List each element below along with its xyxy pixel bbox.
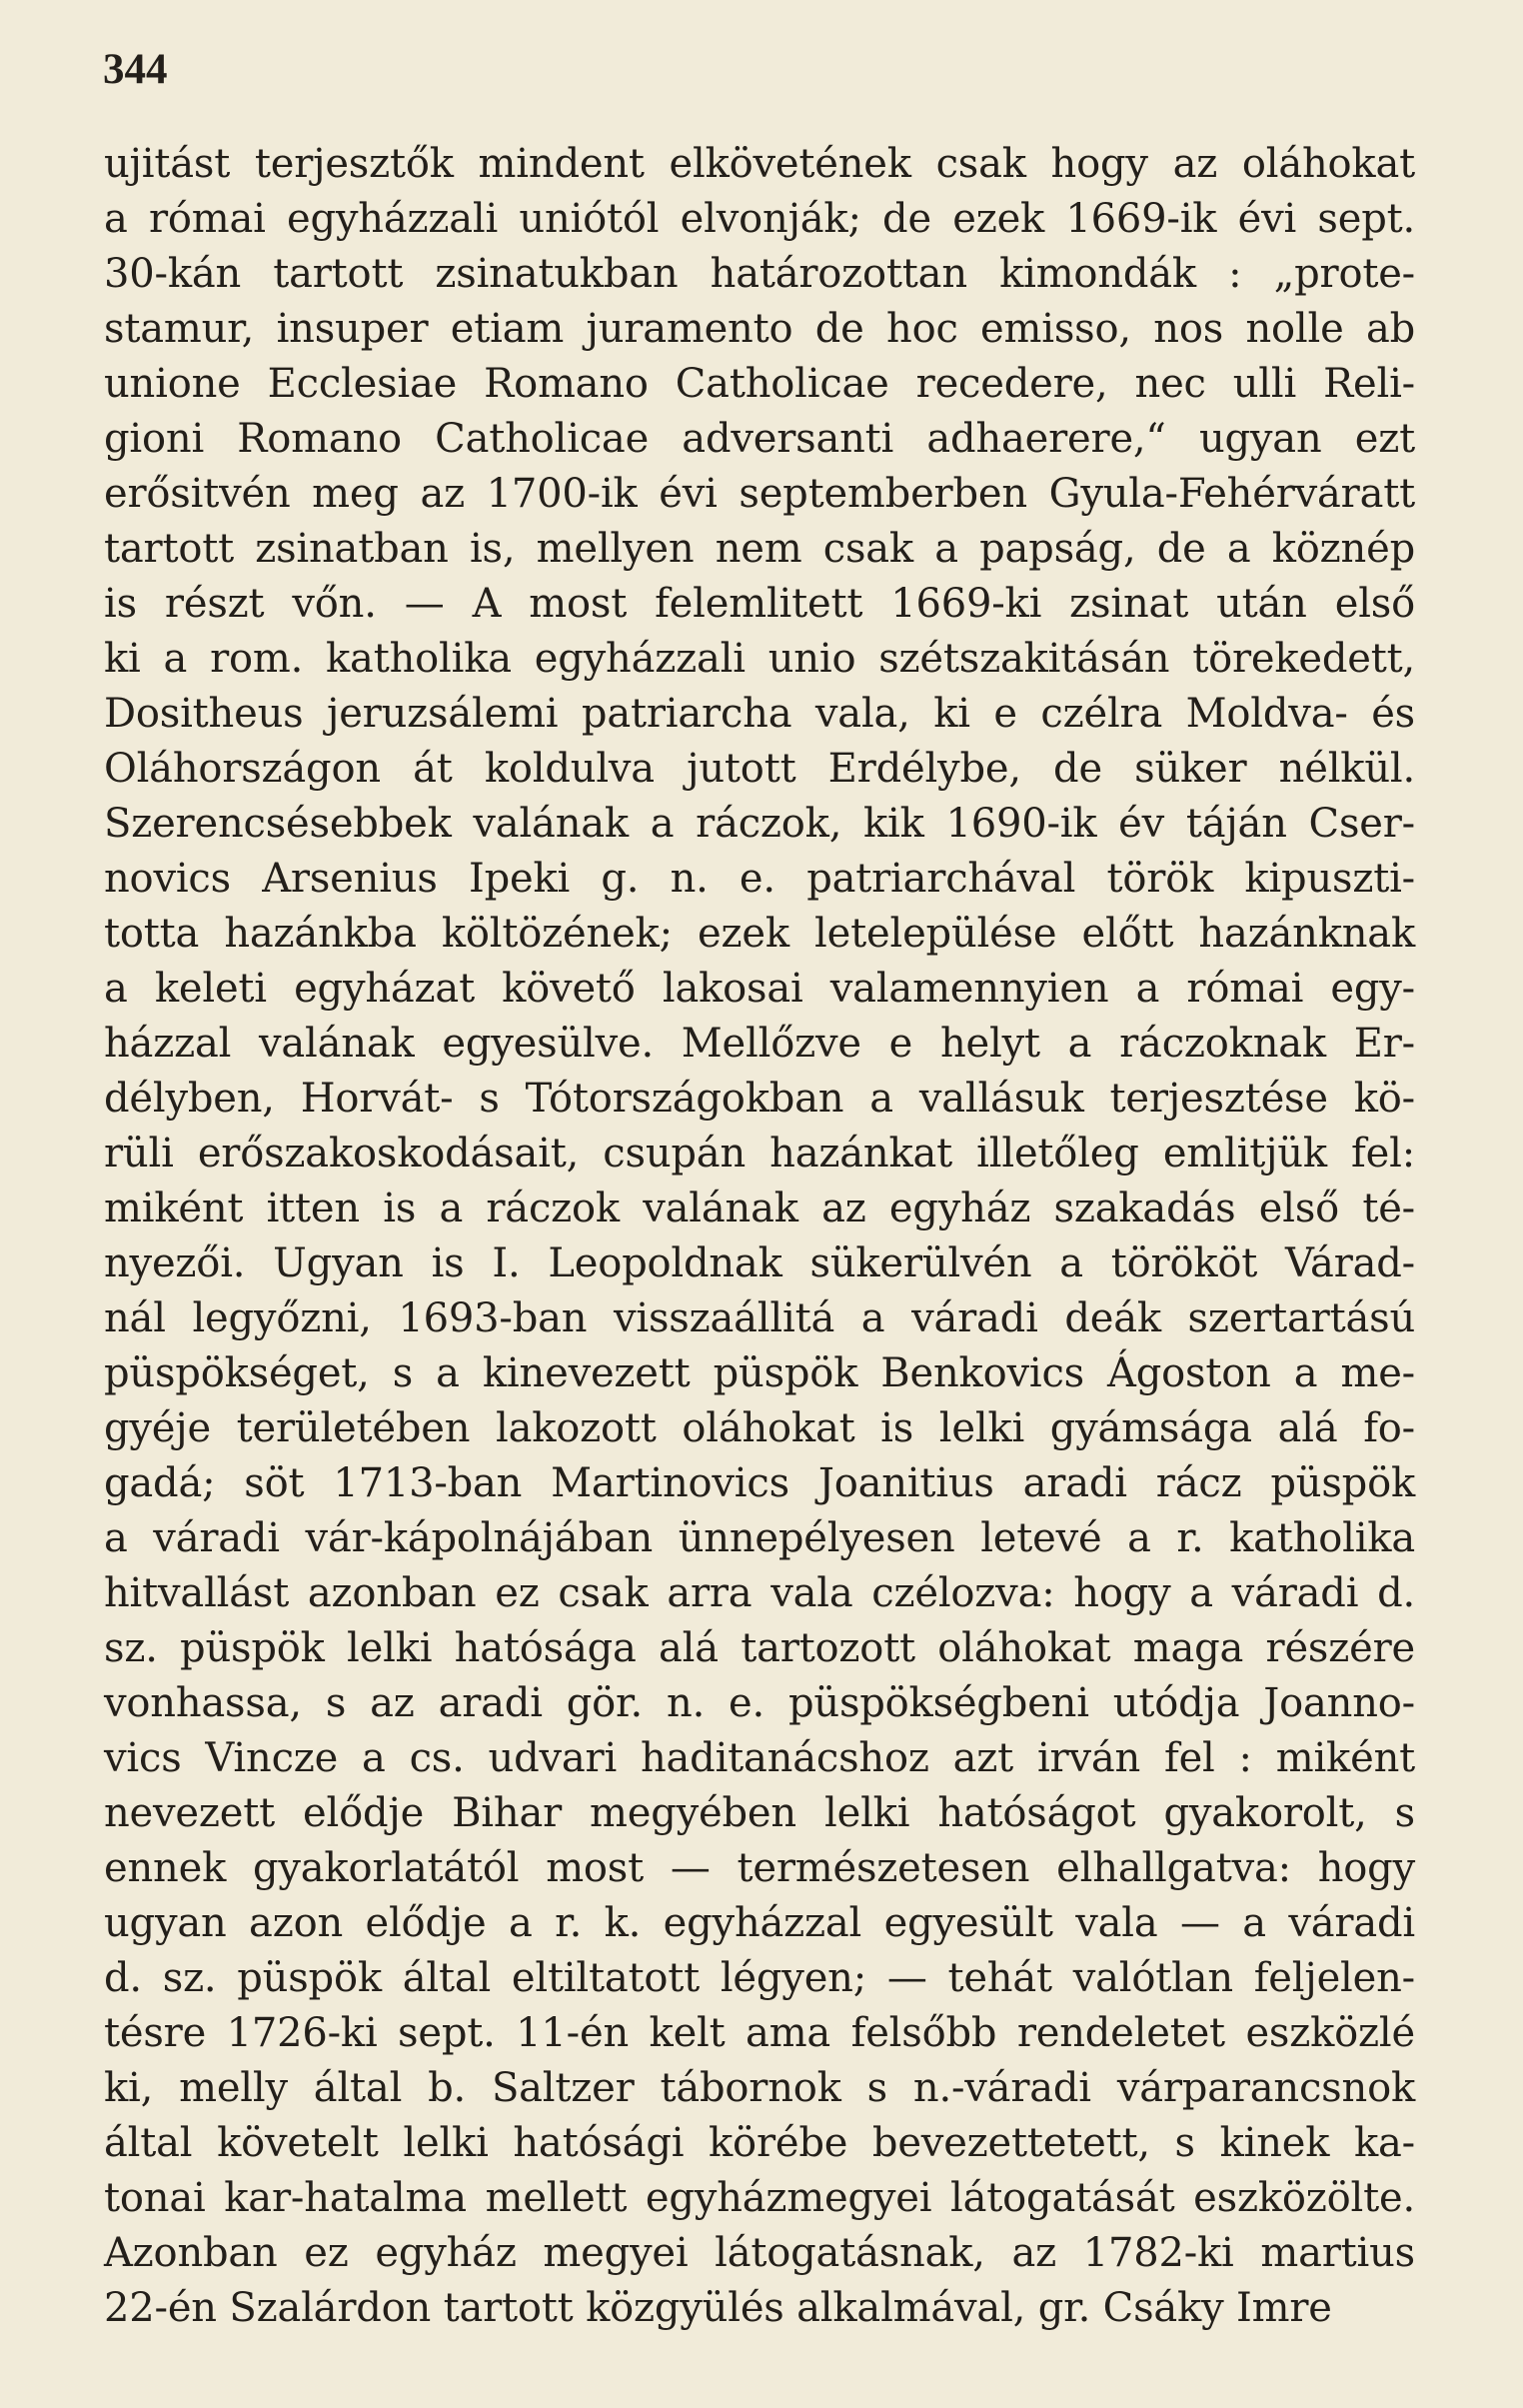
text-line: házzal valának egyesülve. Mellőzve e helyt a ráczoknak Er- [104, 1021, 1415, 1067]
text-line: Oláhországon át koldulva jutott Erdélybe, de süker nélkül. [104, 746, 1415, 792]
text-line: d. sz. püspök által eltiltatott légyen; — tehát valótlan feljelen- [104, 1955, 1415, 2001]
text-line: totta hazánkba költözének; ezek letelepülése előtt hazánknak [104, 911, 1415, 957]
text-line: ki a rom. katholika egyházzali unio szétszakitásán törekedett, [104, 636, 1415, 682]
text-line: ugyan azon elődje a r. k. egyházzal egyesült vala — a váradi [104, 1900, 1415, 1946]
text-line: rüli erőszakoskodásait, csupán hazánkat illetőleg emlitjük fel: [104, 1131, 1415, 1177]
text-line: 22-én Szalárdon tartott közgyülés alkalmával, gr. Csáky Imre [104, 2285, 1332, 2331]
text-line: nál legyőzni, 1693-ban visszaállitá a váradi deák szertartású [104, 1295, 1415, 1341]
text-line: a váradi vár-kápolnájában ünnepélyesen letevé a r. katholika [104, 1515, 1415, 1561]
page-number: 344 [103, 46, 168, 93]
text-line: nevezett elődje Bihar megyében lelki hatóságot gyakorolt, s [104, 1790, 1415, 1836]
text-line: tonai kar-hatalma mellett egyházmegyei látogatását eszközölte. [104, 2175, 1415, 2221]
text-line: nyezői. Ugyan is I. Leopoldnak sükerülvén a törököt Várad- [104, 1240, 1415, 1286]
text-line: vonhassa, s az aradi gör. n. e. püspökségbeni utódja Joanno- [104, 1680, 1415, 1726]
text-line: tartott zsinatban is, mellyen nem csak a papság, de a köznép [104, 526, 1415, 572]
text-line: által követelt lelki hatósági körébe bevezettetett, s kinek ka- [104, 2120, 1415, 2166]
text-line: gyéje területében lakozott oláhokat is lelki gyámsága alá fo- [104, 1405, 1415, 1451]
text-line: ennek gyakorlatától most — természetesen elhallgatva: hogy [104, 1845, 1415, 1891]
text-line: Azonban ez egyház megyei látogatásnak, az 1782-ki martius [104, 2230, 1415, 2276]
text-line: unione Ecclesiae Romano Catholicae recedere, nec ulli Reli- [104, 361, 1415, 407]
text-line: stamur, insuper etiam juramento de hoc emisso, nos nolle ab [104, 306, 1415, 352]
text-line: a keleti egyházat követő lakosai valamennyien a római egy- [104, 966, 1415, 1012]
text-line: a római egyházzali uniótól elvonják; de ezek 1669-ik évi sept. [104, 196, 1415, 242]
text-line: délyben, Horvát- s Tótországokban a vallásuk terjesztése kö- [104, 1076, 1415, 1122]
text-line: ki, melly által b. Saltzer tábornok s n.-váradi várparancsnok [104, 2065, 1415, 2111]
text-line: vics Vincze a cs. udvari haditanácshoz azt irván fel : miként [104, 1735, 1415, 1781]
text-line: hitvallást azonban ez csak arra vala czélozva: hogy a váradi d. [104, 1570, 1415, 1616]
text-line: gioni Romano Catholicae adversanti adhaerere,“ ugyan ezt [104, 416, 1415, 462]
text-line: ujitást terjesztők mindent elkövetének csak hogy az oláhokat [104, 141, 1415, 187]
text-line: is részt vőn. — A most felemlitett 1669-ki zsinat után első [104, 581, 1415, 627]
text-line: Szerencsésebbek valának a ráczok, kik 1690-ik év táján Cser- [104, 801, 1415, 847]
text-line: Dositheus jeruzsálemi patriarcha vala, ki e czélra Moldva- és [104, 691, 1415, 737]
text-line: gadá; söt 1713-ban Martinovics Joanitius aradi rácz püspök [104, 1460, 1415, 1506]
body-text [104, 137, 1415, 2336]
text-line: sz. püspök lelki hatósága alá tartozott oláhokat maga részére [104, 1625, 1415, 1671]
text-line: erősitvén meg az 1700-ik évi septemberben Gyula-Fehérváratt [104, 471, 1415, 517]
text-line: püspökséget, s a kinevezett püspök Benkovics Ágoston a me- [104, 1350, 1415, 1396]
text-line: miként itten is a ráczok valának az egyház szakadás első té- [104, 1186, 1415, 1231]
text-line: tésre 1726-ki sept. 11-én kelt ama felsőbb rendeletet eszközlé [104, 2010, 1415, 2056]
text-line: novics Arsenius Ipeki g. n. e. patriarchával török kipuszti- [104, 856, 1415, 902]
text-line: 30-kán tartott zsinatukban határozottan kimondák : „prote- [104, 251, 1415, 297]
